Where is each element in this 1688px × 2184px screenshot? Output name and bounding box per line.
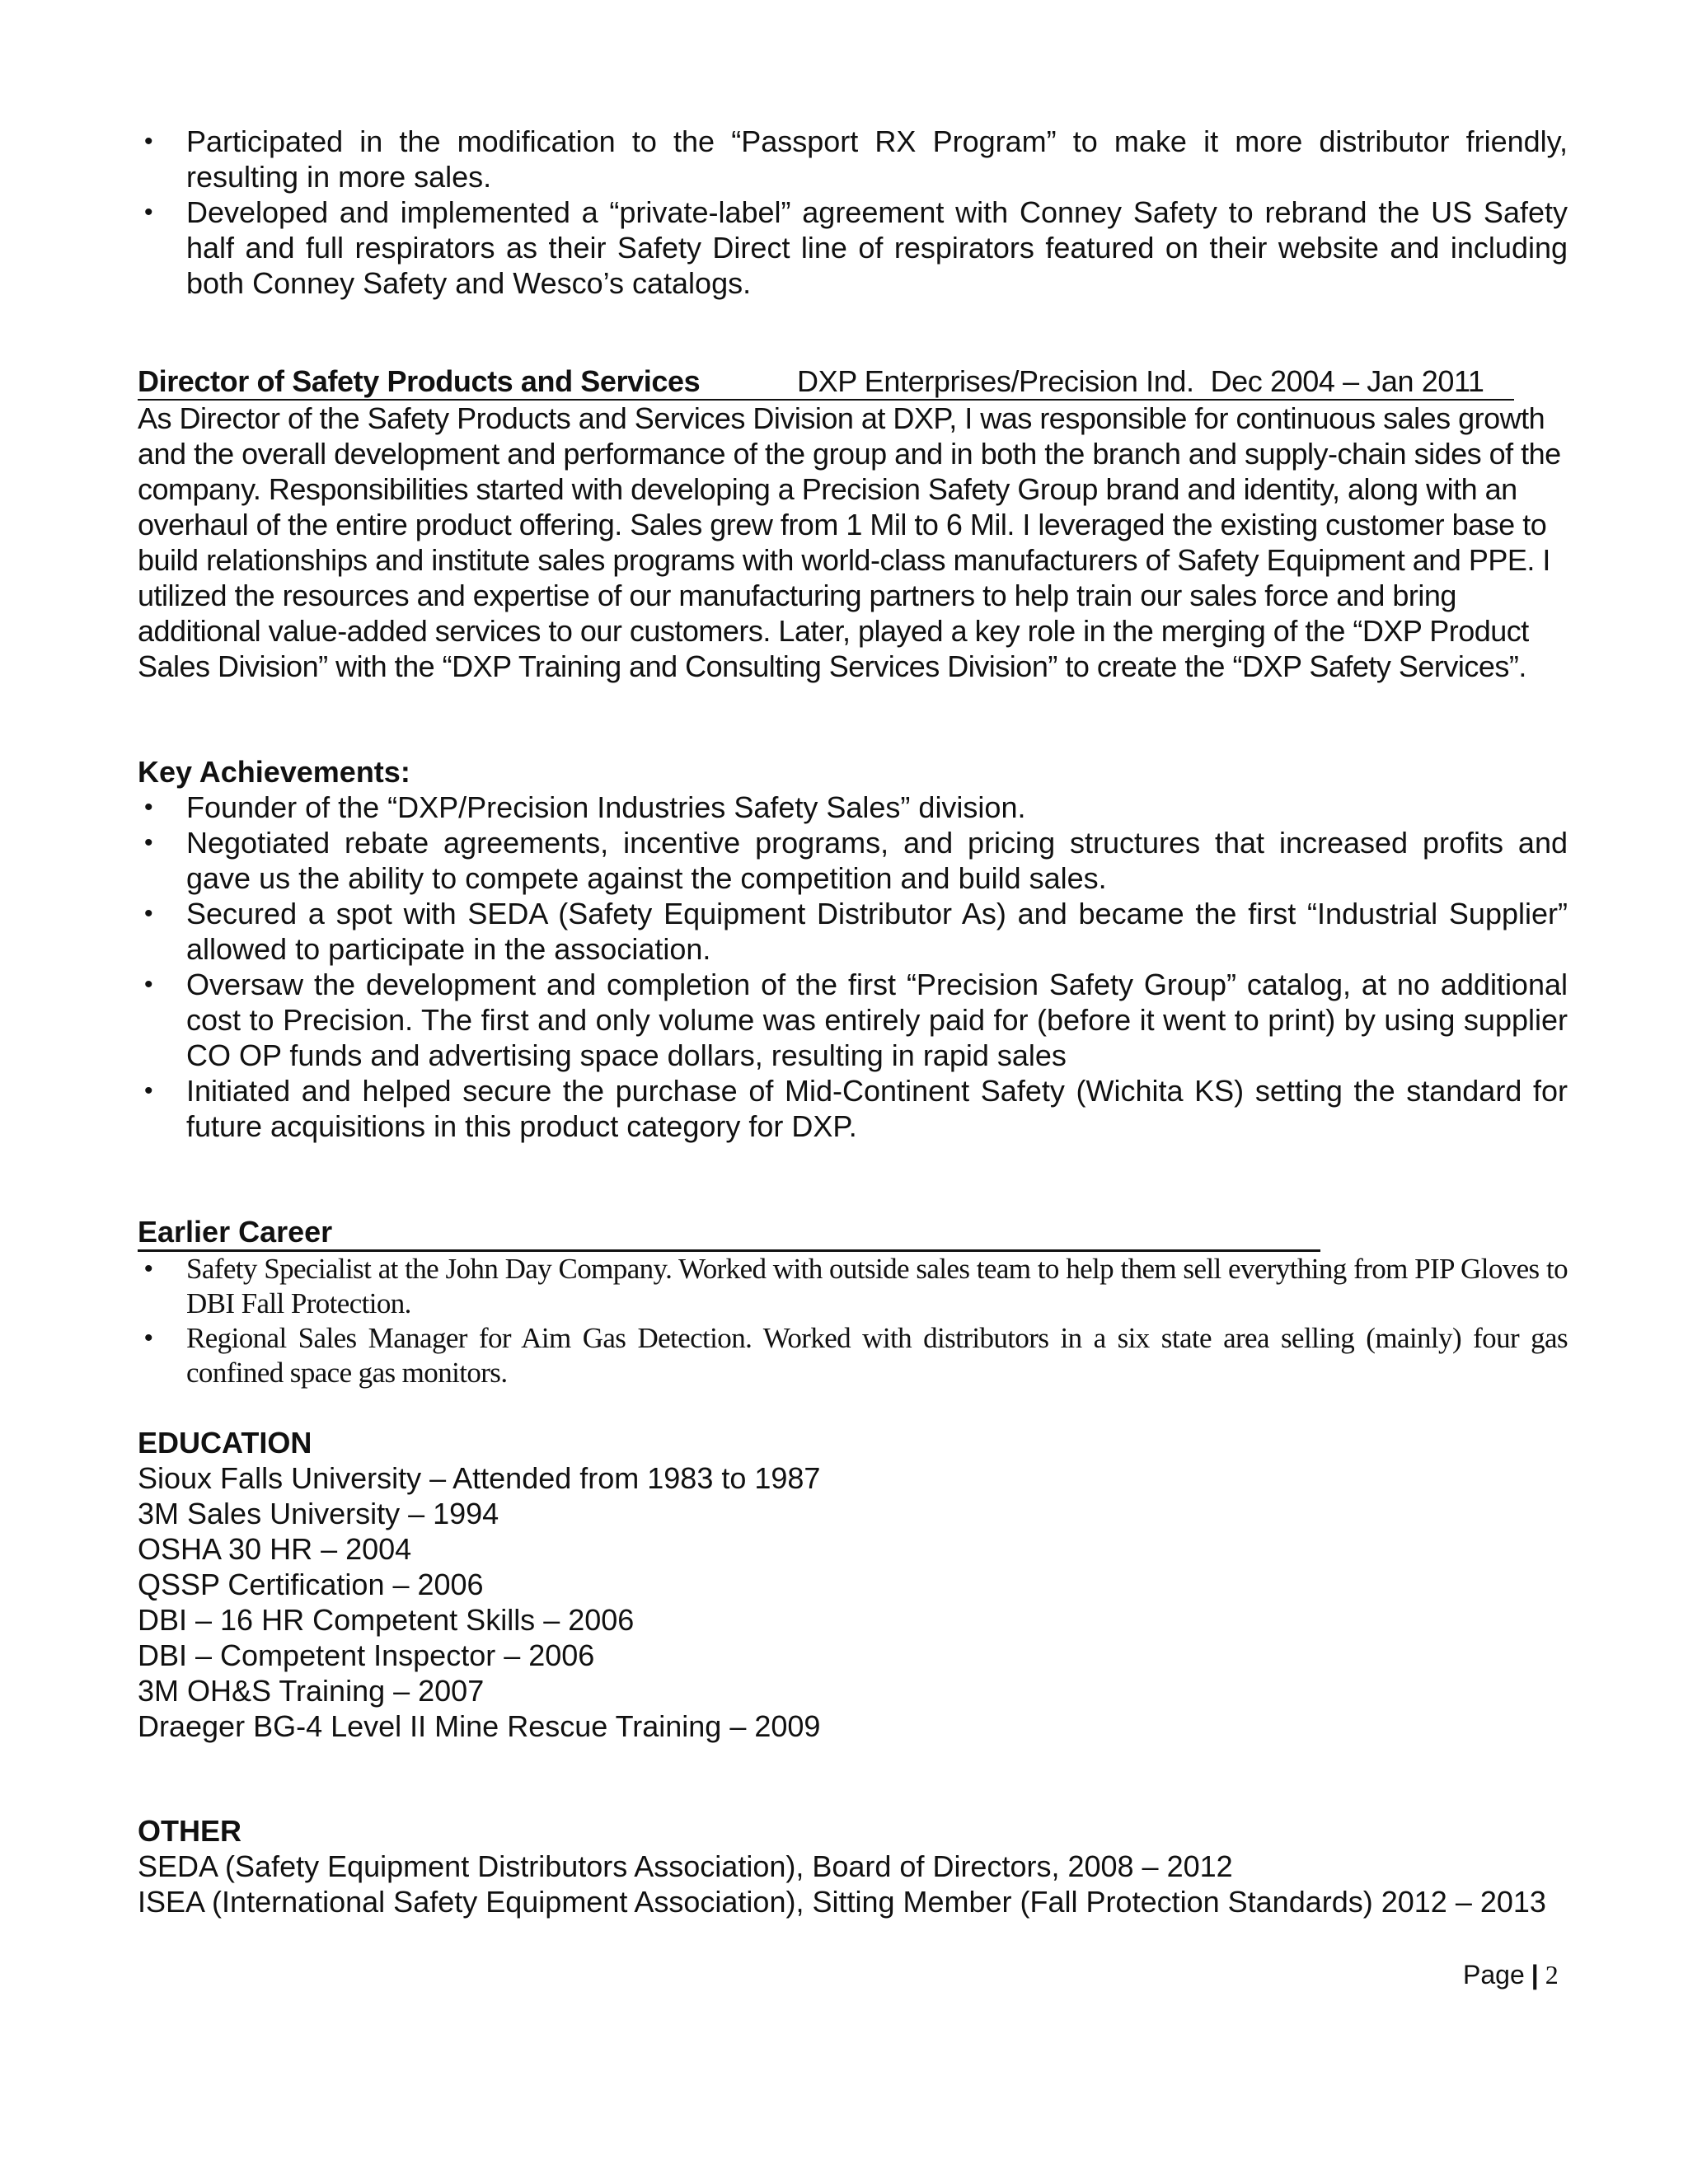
key-achievements-heading: Key Achievements:	[138, 755, 410, 789]
bullet-text: Negotiated rebate agreements, incentive programs, and pricing structures that increased profits and gave us the ability to compete against the competition and build sales.	[186, 826, 1568, 895]
key-achievements-list	[138, 790, 1568, 1144]
bullet-icon: •	[144, 128, 153, 155]
bullet-text: Founder of the “DXP/Precision Industries Safety Sales” division.	[186, 790, 1026, 824]
list-item: DBI – Competent Inspector – 2006	[138, 1638, 595, 1672]
bullet-icon: •	[144, 1255, 152, 1282]
list-item: ISEA (International Safety Equipment Association), Sitting Member (Fall Protection Standards) 2012 – 2013	[138, 1885, 1546, 1919]
bullet-text: Initiated and helped secure the purchase of Mid-Continent Safety (Wichita KS) setting the standard for future acquisitions in this product category for DXP.	[186, 1074, 1568, 1143]
page-separator: |	[1531, 1960, 1539, 1990]
bullet-icon: •	[144, 829, 153, 856]
list-item: 3M Sales University – 1994	[138, 1497, 499, 1530]
bullet-text: Safety Specialist at the John Day Company. Worked with outside sales team to help them sell everything from PIP Gloves to DBI Fall Protection.	[186, 1253, 1568, 1319]
bullet-icon: •	[144, 971, 153, 998]
earlier-career-heading: Earlier Career	[138, 1214, 1320, 1252]
job-dates: Dec 2004 – Jan 2011	[1210, 364, 1484, 398]
resume-page	[138, 124, 1568, 1919]
education-heading: EDUCATION	[138, 1426, 312, 1460]
bullet-icon: •	[144, 1324, 152, 1352]
bullet-icon: •	[144, 199, 153, 226]
intro-bullet-list	[138, 124, 1568, 301]
bullet-icon: •	[144, 794, 153, 821]
other-heading: OTHER	[138, 1814, 241, 1848]
list-item	[138, 825, 1568, 896]
job-company: DXP Enterprises/Precision Ind.	[797, 364, 1194, 398]
list-item	[138, 194, 1568, 301]
list-item: QSSP Certification – 2006	[138, 1568, 484, 1601]
bullet-text: Secured a spot with SEDA (Safety Equipment Distributor As) and became the first “Industrial Supplier” allowed to participate in the association.	[186, 897, 1568, 966]
list-item	[138, 896, 1568, 967]
page-footer	[1463, 1960, 1559, 1990]
list-item: SEDA (Safety Equipment Distributors Association), Board of Directors, 2008 – 2012	[138, 1849, 1233, 1883]
list-item	[138, 1252, 1568, 1321]
page-label: Page	[1463, 1960, 1525, 1990]
list-item: OSHA 30 HR – 2004	[138, 1532, 412, 1566]
bullet-text: Developed and implemented a “private-label” agreement with Conney Safety to rebrand the US Safety half and full respirators as their Safety Direct line of respirators featured on their website and including both Conney Safety and Wesco’s catalogs.	[186, 195, 1568, 300]
bullet-text: Oversaw the development and completion of the first “Precision Safety Group” catalog, at no additional cost to Precision. The first and only volume was entirely paid for (before it went to print) by using supplier CO OP funds and advertising space dollars, resulting in rapid sales	[186, 968, 1568, 1072]
education-list	[138, 1460, 1568, 1744]
list-item	[138, 1321, 1568, 1390]
list-item: DBI – 16 HR Competent Skills – 2006	[138, 1603, 635, 1637]
list-item	[138, 790, 1568, 825]
job-heading	[138, 363, 1514, 401]
list-item: 3M OH&S Training – 2007	[138, 1674, 485, 1708]
other-list	[138, 1849, 1568, 1919]
bullet-icon: •	[144, 1077, 153, 1104]
list-item	[138, 124, 1568, 194]
list-item: Draeger BG-4 Level II Mine Rescue Training – 2009	[138, 1709, 821, 1743]
job-description: As Director of the Safety Products and Services Division at DXP, I was responsible for continuous sales growth and the overall development and performance of the group and in both the branch and supply-chain sides of the company. Responsibilities started with developing a Precision Safety Group brand and identity, along with an overhaul of the entire product offering. Sales grew from 1 Mil to 6 Mil. I leveraged the existing customer base to build relationships and institute sales programs with world-class manufacturers of Safety Equipment and PPE. I utilized the resources and expertise of our manufacturing partners to help train our sales force and bring additional value-added services to our customers. Later, played a key role in the merging of the “DXP Product Sales Division” with the “DXP Training and Consulting Services Division” to create the “DXP Safety Services”.	[138, 401, 1561, 683]
page-number: 2	[1545, 1960, 1559, 1990]
earlier-career-list	[138, 1252, 1568, 1390]
list-item: Sioux Falls University – Attended from 1983 to 1987	[138, 1461, 821, 1495]
list-item	[138, 967, 1568, 1073]
bullet-text: Participated in the modification to the “Passport RX Program” to make it more distributor friendly, resulting in more sales.	[186, 124, 1568, 194]
list-item	[138, 1073, 1568, 1144]
bullet-icon: •	[144, 900, 153, 927]
job-title: Director of Safety Products and Services	[138, 364, 701, 398]
bullet-text: Regional Sales Manager for Aim Gas Detection. Worked with distributors in a six state area selling (mainly) four gas confined space gas monitors.	[186, 1322, 1568, 1389]
